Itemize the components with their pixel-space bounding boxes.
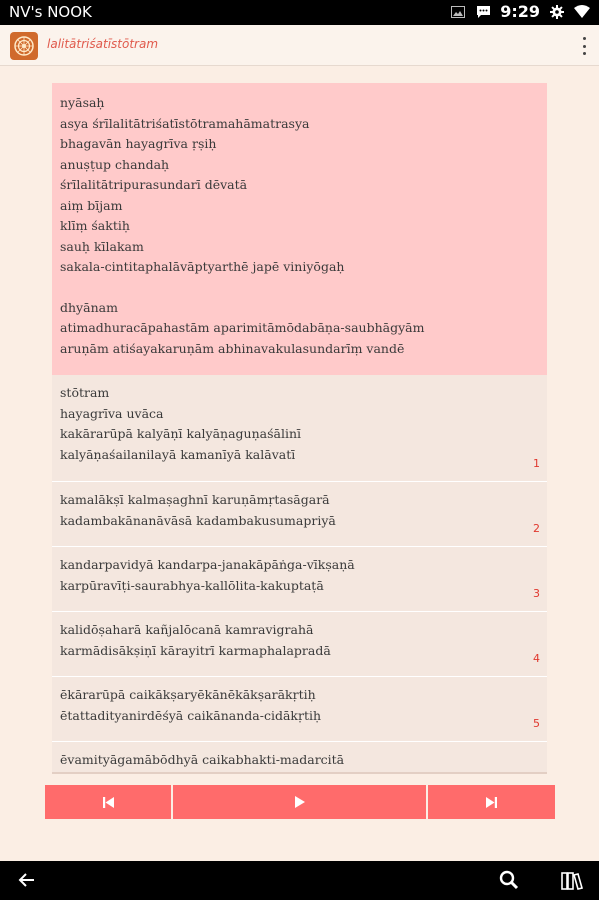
verse-line: karmādisākṣiṇī kārayitrī karmaphalapradā — [60, 642, 331, 658]
skip-next-button[interactable] — [428, 785, 555, 819]
nyasa-dhyana-block — [52, 83, 547, 375]
dhyana-line: aruṇām atiśayakaruṇām abhinavakulasundarīṃ vandē — [60, 340, 405, 356]
skip-previous-icon — [103, 797, 114, 808]
nyasa-line: bhagavān hayagrīva ṛṣiḥ — [60, 136, 217, 151]
nyasa-line: sauḥ kīlakam — [60, 238, 144, 254]
app-bar — [0, 25, 599, 66]
nyasa-line: asya śrīlalitātriśatīstōtramahāmatrasya — [60, 115, 310, 131]
verse-line: ētattadityanirdēśyā caikānanda-cidākṛtiḥ — [60, 707, 322, 723]
verse-line: kandarpavidyā kandarpa-janakāpāṅga-vīkṣaṇā — [60, 557, 355, 572]
wifi-icon — [574, 4, 590, 20]
search-icon[interactable] — [499, 870, 519, 894]
message-notification-icon — [475, 4, 491, 20]
verse-block[interactable] — [52, 482, 547, 547]
verse-block[interactable] — [52, 375, 547, 482]
verse-block[interactable] — [52, 742, 547, 774]
verse-block[interactable] — [52, 677, 547, 742]
back-arrow-icon[interactable] — [18, 871, 36, 893]
status-icons — [450, 2, 590, 21]
play-icon — [295, 796, 305, 808]
verse-line: hayagrīva uvāca — [60, 405, 164, 421]
nyasa-line: anuṣṭup chandaḥ — [60, 156, 170, 172]
play-button[interactable] — [173, 785, 426, 819]
nyasa-line: aiṃ bījam — [60, 197, 123, 213]
clock: 9:29 — [500, 2, 540, 21]
verse-number: 4 — [533, 652, 540, 665]
overflow-menu-icon[interactable] — [581, 37, 587, 55]
verse-line: kalidōṣaharā kañjalōcanā kamravigrahā — [60, 622, 314, 637]
nyasa-line: sakala-cintitaphalāvāptyarthē japē viniyōgaḥ — [60, 259, 345, 274]
nyasa-line: klīṃ śaktiḥ — [60, 218, 130, 233]
nyasa-line: śrīlalitātripurasundarī dēvatā — [60, 177, 248, 192]
verse-block[interactable] — [52, 612, 547, 677]
verse-line: kakārarūpā kalyāṇī kalyāṇaguṇaśālinī — [60, 426, 302, 441]
app-logo-icon[interactable] — [10, 32, 38, 60]
verse-line: karpūravīṭi-saurabhya-kallōlita-kakuptaṭā — [60, 577, 324, 593]
settings-gear-icon[interactable] — [549, 4, 565, 20]
dhyana-line: atimadhuracāpahastām aparimitāmōdabāṇa-saubhāgyām — [60, 320, 425, 335]
verse-line: kadambakānanāvāsā kadambakusumapriyā — [60, 512, 336, 528]
verse-line: kalyāṇaśailanilayā kamanīyā kalāvatī — [60, 446, 296, 462]
verse-number: 1 — [533, 457, 540, 470]
verse-line: kamalākṣī kalmaṣaghnī karuṇāmṛtasāgarā — [60, 492, 330, 507]
status-bar — [0, 0, 599, 25]
device-name: NV's NOOK — [9, 3, 92, 21]
navigation-bar — [0, 861, 599, 900]
image-notification-icon — [450, 4, 466, 20]
app-title: lalitātriśatīstōtram — [47, 37, 159, 51]
verse-number: 5 — [533, 717, 540, 730]
verse-block[interactable] — [52, 547, 547, 612]
playback-controls — [45, 785, 555, 819]
skip-previous-button[interactable] — [45, 785, 171, 819]
library-icon[interactable] — [561, 871, 583, 895]
verse-number: 3 — [533, 587, 540, 600]
verse-number: 2 — [533, 522, 540, 535]
verse-line: stōtram — [60, 385, 110, 400]
skip-next-icon — [486, 797, 497, 808]
nyasa-line: nyāsaḥ — [60, 95, 105, 110]
verse-line: ēkārarūpā caikākṣaryēkānēkākṣarākṛtiḥ — [60, 687, 316, 702]
stotram-content — [52, 83, 547, 774]
dhyana-line: dhyānam — [60, 299, 118, 315]
verse-line: ēvamityāgamābōdhyā caikabhakti-madarcitā — [60, 752, 345, 767]
